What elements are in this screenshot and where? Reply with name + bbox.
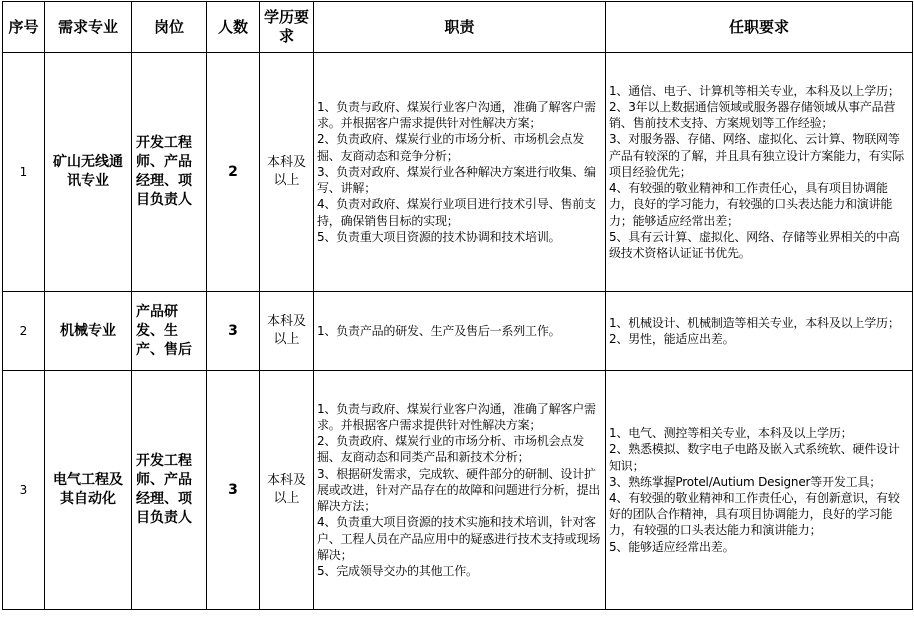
header-row (3, 2, 913, 53)
duties-cell: 1、负责产品的研发、生产及售后一系列工作。 (314, 292, 606, 371)
header-seq: 序号 (3, 2, 45, 53)
position-cell: 开发工程师、产品经理、项目负责人 (132, 371, 207, 610)
table-row (3, 371, 913, 610)
position-cell: 产品研发、生产、售后 (132, 292, 207, 371)
header-major: 需求专业 (45, 2, 132, 53)
seq-cell: 2 (3, 292, 45, 371)
count-cell: 3 (207, 292, 260, 371)
count-cell: 2 (207, 53, 260, 292)
duties-cell: 1、负责与政府、煤炭行业客户沟通，准确了解客户需求。并根据客户需求提供针对性解决方案； 2、负责政府、煤炭行业的市场分析、市场机会点发掘、友商动态和竞争分析； 3、负责对政府、煤炭行业各种解决方案进行收集、编写、讲解； 4、负责对政府、煤炭行业项目进行技术引导、售前支持，确保销售目标的实现； 5、负责重大项目资源的技术协调和技术培训。 (314, 53, 606, 292)
duties-cell: 1、负责与政府、煤炭行业客户沟通，准确了解客户需求。并根据客户需求提供针对性解决方案； 2、负责政府、煤炭行业的市场分析、市场机会点发掘、友商动态和同类产品和新技术分析； 3、根据研发需求，完成软、硬件部分的研制、设计扩展或改进，针对产品存在的故障和问题进行分析，提出解决方法； 4、负责重大项目资源的技术实施和技术培训，针对客户、工程人员在产品应用中的疑惑进行技术支持或现场解决； 5、完成领导交办的其他工作。 (314, 371, 606, 610)
header-duties: 职责 (314, 2, 606, 53)
header-requirements: 任职要求 (606, 2, 913, 53)
education-cell: 本科及以上 (260, 292, 314, 371)
major-cell: 机械专业 (45, 292, 132, 371)
count-cell: 3 (207, 371, 260, 610)
major-cell: 矿山无线通讯专业 (45, 53, 132, 292)
table-row (3, 292, 913, 371)
major-cell: 电气工程及其自动化 (45, 371, 132, 610)
position-cell: 开发工程师、产品经理、项目负责人 (132, 53, 207, 292)
header-education: 学历要求 (260, 2, 314, 53)
education-cell: 本科及以上 (260, 53, 314, 292)
requirements-cell: 1、机械设计、机械制造等相关专业，本科及以上学历； 2、男性，能适应出差。 (606, 292, 913, 371)
seq-cell: 1 (3, 53, 45, 292)
education-cell: 本科及以上 (260, 371, 314, 610)
seq-cell: 3 (3, 371, 45, 610)
table-row (3, 53, 913, 292)
requirements-cell: 1、电气、测控等相关专业，本科及以上学历； 2、熟悉模拟、数字电子电路及嵌入式系统软、硬件设计知识； 3、熟练掌握Protel/Autium Designer等开发工具； 4、有较强的敬业精神和工作责任心，有创新意识，有较好的团队合作精神，具有项目协调能力，良好的学习能力，有较强的口头表达能力和演讲能力； 5、能够适应经常出差。 (606, 371, 913, 610)
recruitment-table (2, 1, 913, 610)
header-position: 岗位 (132, 2, 207, 53)
header-count: 人数 (207, 2, 260, 53)
requirements-cell: 1、通信、电子、计算机等相关专业，本科及以上学历； 2、3年以上数据通信领域或服务器存储领域从事产品营销、售前技术支持、方案规划等工作经验； 3、对服务器、存储、网络、虚拟化、云计算、物联网等产品有较深的了解，并且具有独立设计方案能力，有实际项目经验优先； 4、有较强的敬业精神和工作责任心，具有项目协调能力，良好的学习能力，有较强的口头表达能力和演讲能力；能够适应经常出差； 5、具有云计算、虚拟化、网络、存储等业界相关的中高级技术资格认证证书优先。 (606, 53, 913, 292)
